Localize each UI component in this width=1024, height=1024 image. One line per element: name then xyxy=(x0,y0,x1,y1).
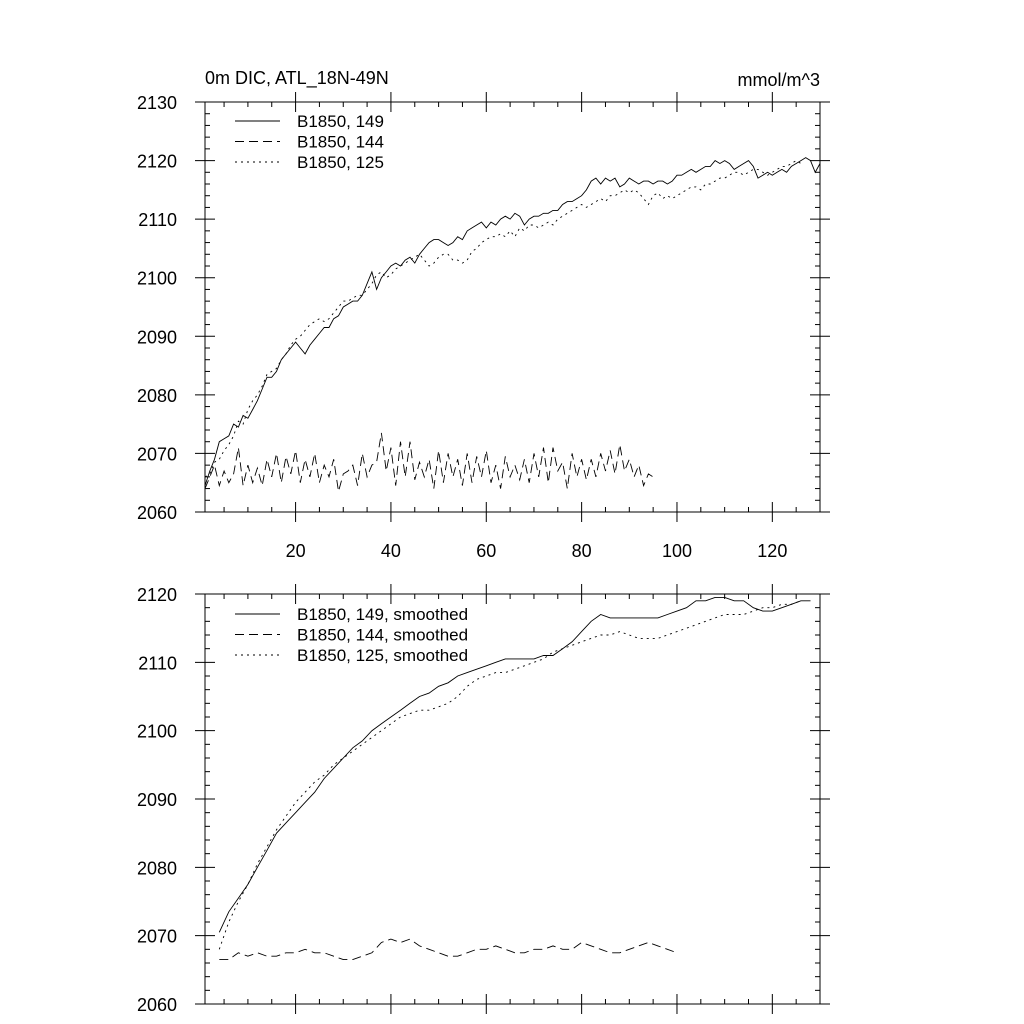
x-tick-label: 20 xyxy=(285,541,306,561)
y-tick-label: 2060 xyxy=(136,995,177,1015)
y-tick-label: 2070 xyxy=(136,926,177,947)
top-panel xyxy=(137,68,830,561)
chart-title: 0m DIC, ATL_18N-49N xyxy=(205,68,389,88)
x-tick-label: 100 xyxy=(661,541,693,561)
legend-label-3: B1850, 125, smoothed xyxy=(297,646,469,665)
x-tick-label: 60 xyxy=(476,541,497,561)
legend-label-1: B1850, 149, smoothed xyxy=(297,605,469,624)
y-tick-label: 2070 xyxy=(136,444,177,465)
bottom-plot-area xyxy=(137,584,830,1015)
series-line-2 xyxy=(205,433,653,492)
y-tick-label: 2120 xyxy=(136,585,177,605)
y-tick-label: 2100 xyxy=(136,721,177,742)
y-tick-label: 2080 xyxy=(136,385,177,406)
legend-label-2: B1850, 144, smoothed xyxy=(297,625,469,645)
x-tick-label: 120 xyxy=(757,541,788,561)
bottom-panel xyxy=(137,584,830,1015)
x-tick-label: 40 xyxy=(380,541,401,561)
series-line-1 xyxy=(205,158,820,486)
legend-label-2: B1850, 144 xyxy=(297,132,384,152)
y-tick-label: 2110 xyxy=(138,653,177,674)
y-tick-label: 2090 xyxy=(136,790,177,810)
y-tick-label: 2060 xyxy=(136,503,177,523)
y-tick-label: 2130 xyxy=(136,93,177,113)
y-tick-label: 2120 xyxy=(136,151,177,172)
legend-label-1: B1850, 149 xyxy=(297,112,384,131)
y-tick-label: 2110 xyxy=(138,210,177,231)
top-plot-area xyxy=(137,92,830,561)
chart-units: mmol/m^3 xyxy=(737,70,820,90)
y-tick-label: 2090 xyxy=(136,327,177,348)
series-line-2 xyxy=(219,939,677,960)
y-tick-label: 2100 xyxy=(136,268,177,289)
legend-label-3: B1850, 125 xyxy=(297,153,384,172)
y-tick-label: 2080 xyxy=(136,858,177,879)
series-line-3 xyxy=(205,161,801,477)
x-tick-label: 80 xyxy=(571,541,592,561)
